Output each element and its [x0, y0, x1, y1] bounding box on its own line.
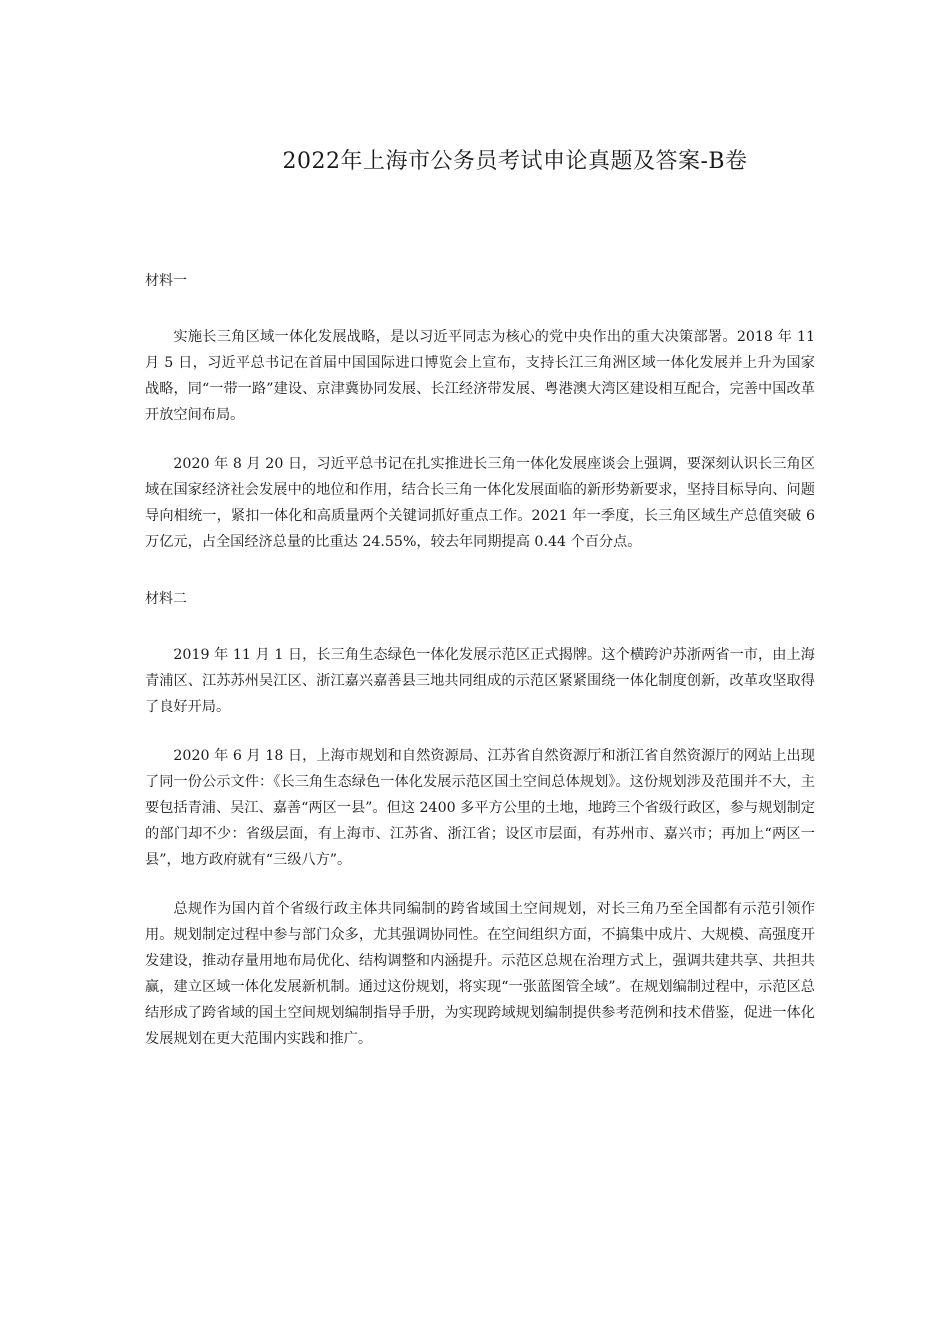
paragraph: 实施长三角区域一体化发展战略，是以习近平同志为核心的党中央作出的重大决策部署。2018 年 11 月 5 日，习近平总书记在首届中国国际进口博览会上宣布，支持长江三角洲区域一体化发展并上升为国家战略，同“一带一路”建设、京津冀协同发展、长江经济带发展、粤港澳大湾区建设相互配合，完善中国改革开放空间布局。 — [145, 329, 815, 423]
section-label: 材料一 — [145, 273, 187, 289]
paragraph: 2020 年 6 月 18 日，上海市规划和自然资源局、江苏省自然资源厅和浙江省自然资源厅的网站上出现了同一份公示文件：《长三角生态绿色一体化发展示范区国土空间总体规划》。这份规划涉及范围并不大，主要包括青浦、吴江、嘉善“两区一县”。但这 2400 多平方公里的土地，地跨三个省级行政区，参与规划制定的部门却不少：省级层面，有上海市、江苏省、浙江省；设区市层面，有苏州市、嘉兴市；再加上“两区一县”，地方政府就有“三级八方”。 — [145, 748, 815, 868]
section-label: 材料二 — [145, 591, 187, 607]
paragraph: 总规作为国内首个省级行政主体共同编制的跨省域国土空间规划，对长三角乃至全国都有示范引领作用。规划制定过程中参与部门众多，尤其强调协同性。在空间组织方面，不搞集中成片、大规模、高强度开发建设，推动存量用地布局优化、结构调整和内涵提升。示范区总规在治理方式上，强调共建共享、共担共赢，建立区域一体化发展新机制。通过这份规划，将实现“一张蓝图管全域”。在规划编制过程中，示范区总结形成了跨省域的国土空间规划编制指导手册，为实现跨域规划编制提供参考范例和技术借鉴，促进一体化发展规划在更大范围内实践和推广。 — [145, 901, 815, 1047]
document-body — [145, 268, 815, 1075]
section-material-1 — [145, 268, 815, 555]
document-title: 2022年上海市公务员考试申论真题及答案-B卷 — [282, 149, 748, 174]
paragraph: 2019 年 11 月 1 日，长三角生态绿色一体化发展示范区正式揭牌。这个横跨沪苏浙两省一市，由上海青浦区、江苏苏州吴江区、浙江嘉兴嘉善县三地共同组成的示范区紧紧围绕一体化制度创新，改革攻坚取得了良好开局。 — [145, 647, 815, 715]
paragraph: 2020 年 8 月 20 日，习近平总书记在扎实推进长三角一体化发展座谈会上强调，要深刻认识长三角区域在国家经济社会发展中的地位和作用，结合长三角一体化发展面临的新形势新要求，坚持目标导向、问题导向相统一，紧扣一体化和高质量两个关键词抓好重点工作。2021 年一季度，长三角区域生产总值突破 6 万亿元，占全国经济总量的比重达 24.55%，较去年同期提高 0.44 个百分点。 — [145, 456, 815, 550]
section-material-2 — [145, 586, 815, 1052]
